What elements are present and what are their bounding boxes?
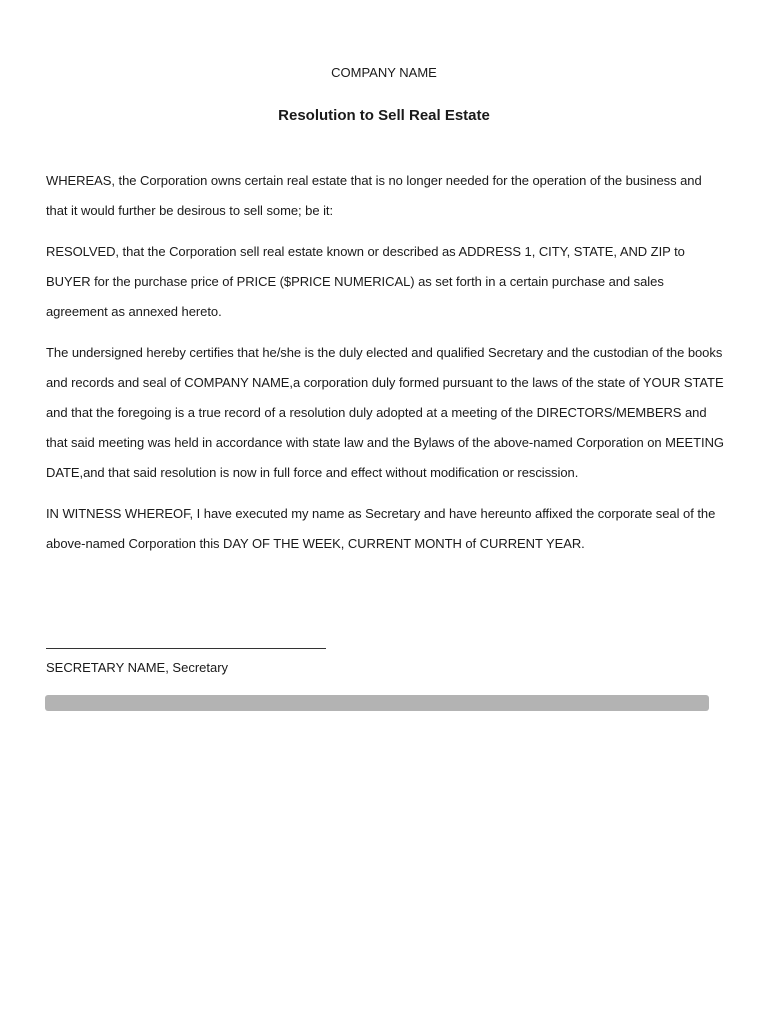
witness-paragraph: IN WITNESS WHEREOF, I have executed my name as Secretary and have hereunto affixed the corporate seal of the above-named Corporation this DAY OF THE WEEK, CURRENT MONTH of CURRENT YEAR. [46,506,716,551]
company-name: COMPANY NAME [331,65,437,80]
document-body [46,166,726,570]
certification-paragraph: The undersigned hereby certifies that he/she is the duly elected and qualified Secretary and the custodian of the books and records and seal of COMPANY NAME,a corporation duly formed pursuant to the laws of the state of YOUR STATE and that the foregoing is a true record of a resolution duly adopted at a meeting of the DIRECTORS/MEMBERS and that said meeting was held in accordance with state law and the Bylaws of the above-named Corporation on MEETING DATE,and that said resolution is now in full force and effect without modification or rescission. [46,345,724,480]
whereas-paragraph: WHEREAS, the Corporation owns certain real estate that is no longer needed for the operation of the business and that it would further be desirous to sell some; be it: [46,173,702,218]
signature-line [46,648,326,649]
signature-label: SECRETARY NAME, Secretary [46,660,229,675]
horizontal-scrollbar[interactable] [45,695,709,711]
document-title: Resolution to Sell Real Estate [278,107,490,124]
signature-block [46,648,726,677]
resolved-paragraph: RESOLVED, that the Corporation sell real estate known or described as ADDRESS 1, CITY, STATE, AND ZIP to BUYER for the purchase price of PRICE ($PRICE NUMERICAL) as set forth in a certain purchase and sales agreement as annexed hereto. [46,244,685,319]
